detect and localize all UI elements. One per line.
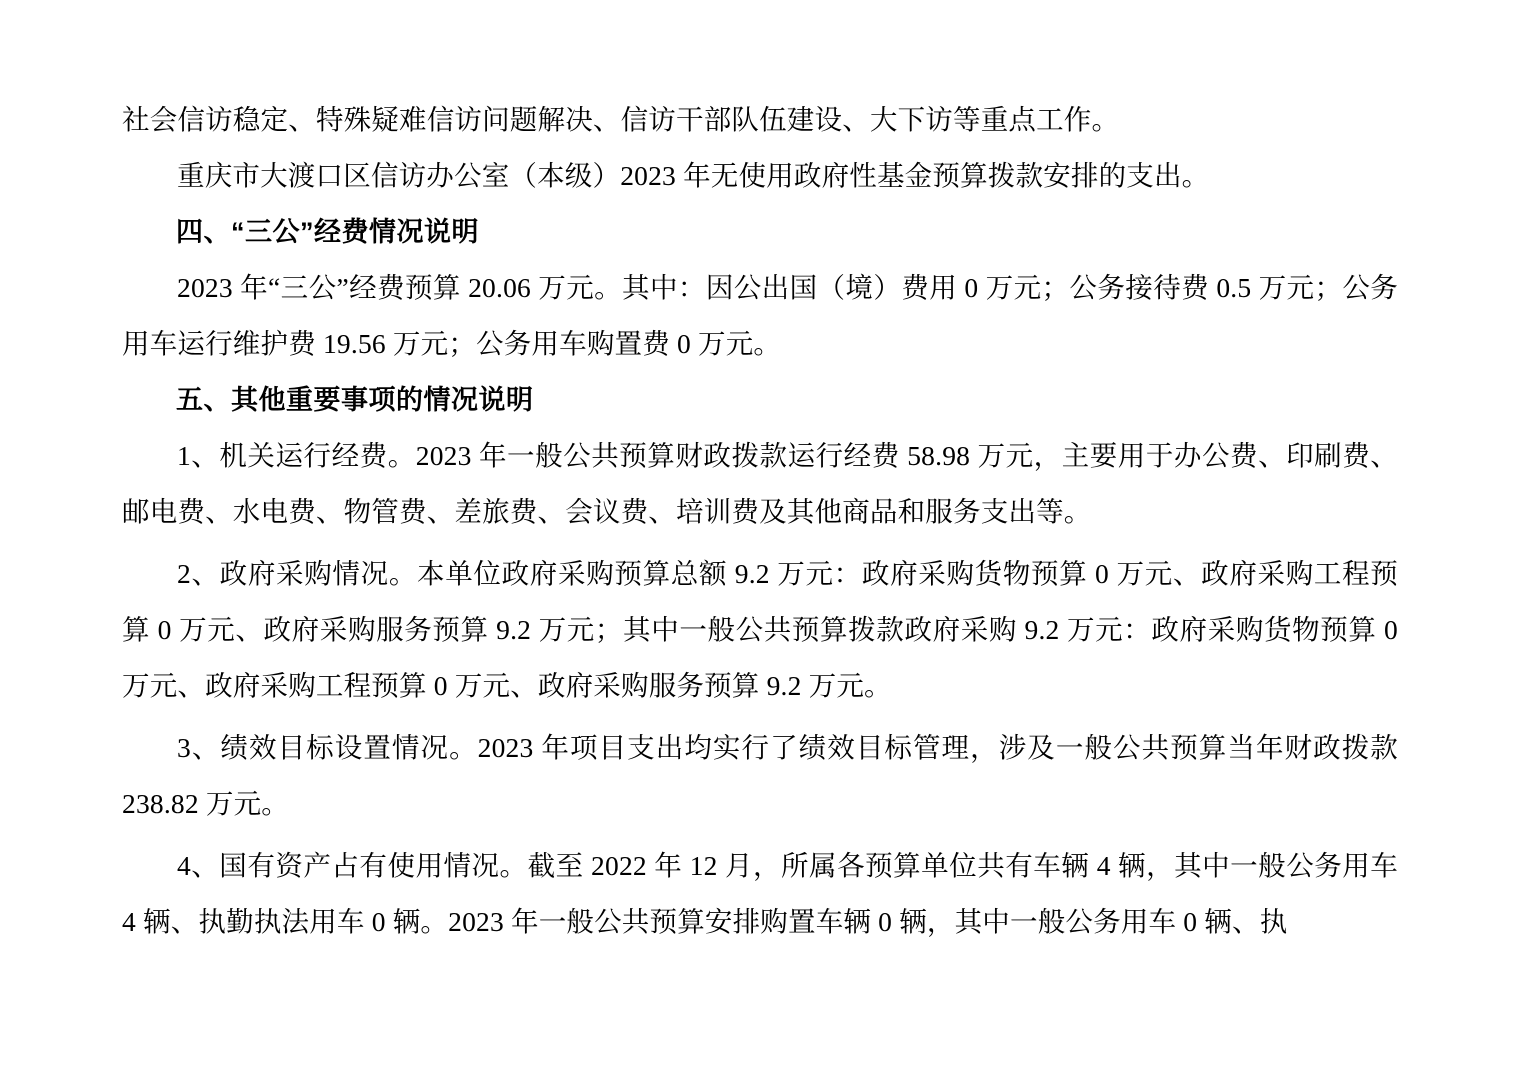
paragraph-item-government-procurement: 2、政府采购情况。本单位政府采购预算总额 9.2 万元：政府采购货物预算 0 万元、政府采购工程预算 0 万元、政府采购服务预算 9.2 万元；其中一般公共预算拨款政府采购 9.2 万元：政府采购货物预算 0 万元、政府采购工程预算 0 万元、政府采购服务预算 9.2 万元。	[122, 558, 1398, 701]
paragraph-government-fund-budget: 重庆市大渡口区信访办公室（本级）2023 年无使用政府性基金预算拨款安排的支出。	[177, 160, 1210, 191]
paragraph-continued-work-items: 社会信访稳定、特殊疑难信访问题解决、信访干部队伍建设、大下访等重点工作。	[122, 104, 1120, 135]
paragraph-item-operating-expenses: 1、机关运行经费。2023 年一般公共预算财政拨款运行经费 58.98 万元，主要用于办公费、印刷费、邮电费、水电费、物管费、差旅费、会议费、培训费及其他商品和服务支出等。	[122, 440, 1398, 527]
paragraph-sangong-expenses: 2023 年“三公”经费预算 20.06 万元。其中：因公出国（境）费用 0 万元；公务接待费 0.5 万元；公务用车运行维护费 19.56 万元；公务用车购置费 0 万元。	[122, 272, 1398, 359]
heading-section-four: 四、“三公”经费情况说明	[176, 217, 479, 247]
document-body	[122, 92, 1398, 950]
paragraph-item-state-assets: 4、国有资产占有使用情况。截至 2022 年 12 月，所属各预算单位共有车辆 4 辆，其中一般公务用车 4 辆、执勤执法用车 0 辆。2023 年一般公共预算安排购置车辆 0 辆，其中一般公务用车 0 辆、执	[122, 850, 1398, 937]
heading-section-five: 五、其他重要事项的情况说明	[176, 385, 534, 415]
paragraph-item-performance-targets: 3、绩效目标设置情况。2023 年项目支出均实行了绩效目标管理，涉及一般公共预算当年财政拨款 238.82 万元。	[122, 732, 1398, 819]
